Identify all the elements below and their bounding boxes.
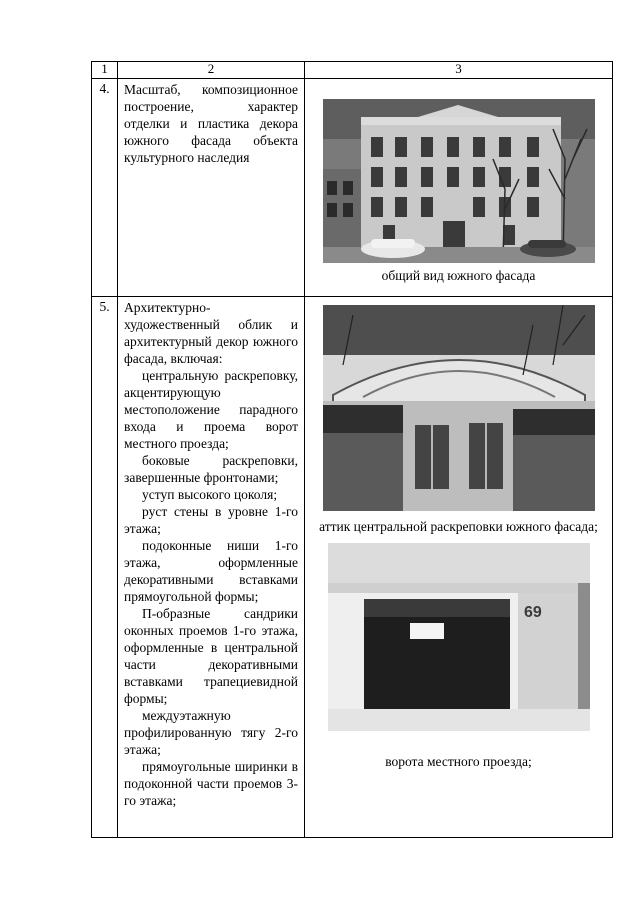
desc-paragraph: Архитектурно-художественный облик и архитектурный декор южного фасада, включая: [124,300,298,366]
row-description [118,79,305,297]
gate-number: 69 [523,604,542,621]
desc-paragraph: подоконные ниши 1-го этажа, оформленные декоративными вставками прямоугольной формы; [124,538,298,604]
desc-line: построение, характер [124,99,298,114]
photo-caption: общий вид южного фасада [381,268,536,283]
desc-line: Масштаб, композиционное [124,82,298,97]
desc-paragraph: прямоугольные ширинки в подоконной части проемов 3-го этажа; [124,759,298,808]
photo-caption: аттик центральной раскреповки южного фасада; [319,519,598,534]
desc-paragraph: междуэтажную профилированную тягу 2-го этажа; [124,708,298,757]
row-description [118,297,305,838]
desc-line: южного фасада объекта [124,133,298,148]
desc-paragraph: уступ высокого цоколя; [142,487,278,502]
gate-photo [328,543,590,731]
header-col-3: 3 [305,62,613,79]
header-col-1: 1 [92,62,118,79]
building-facade-photo [323,99,595,263]
desc-paragraph: руст стены в уровне 1-го этажа; [124,504,298,536]
table-row-5 [92,297,613,838]
row-number: 4. [92,79,118,297]
desc-line: культурного наследия [124,150,250,165]
desc-paragraph: П-образные сандрики оконных проемов 1-го этажа, оформленные в центральной части декоративными вставками трапециевидной формы; [124,606,298,706]
row-number: 5. [92,297,118,838]
row-image-cell [305,79,613,297]
photo-caption: ворота местного проезда; [385,754,532,769]
attic-photo [323,305,595,511]
desc-paragraph: боковые раскреповки, завершенные фронтонами; [124,453,298,485]
heritage-table [91,61,613,838]
table-row-4 [92,79,613,297]
desc-line: отделки и пластика декора [124,116,298,131]
desc-paragraph: центральную раскреповку, акцентирующую местоположение парадного входа и проема ворот местного проезда; [124,368,298,451]
table-header-row [92,62,613,79]
header-col-2: 2 [118,62,305,79]
row-image-cell [305,297,613,838]
